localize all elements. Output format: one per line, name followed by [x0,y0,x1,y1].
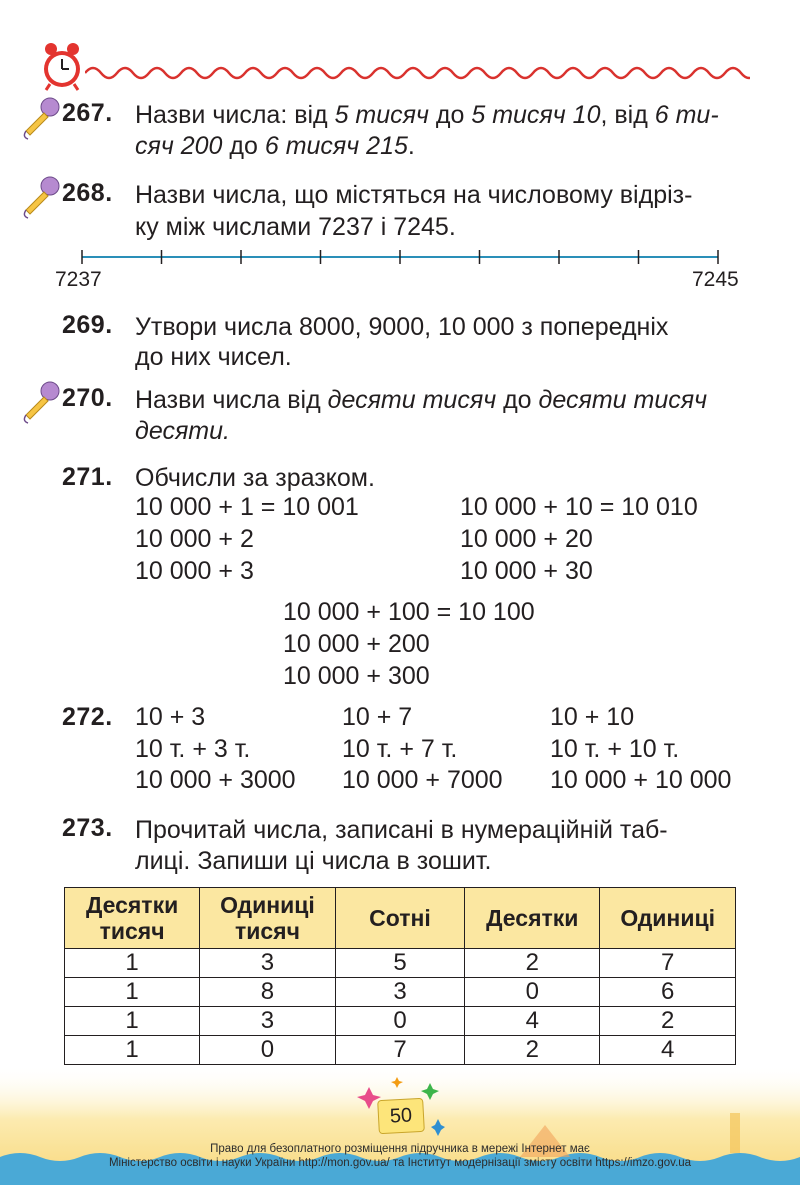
exercise-269-line-2: до них чисел. [135,343,292,371]
expression: 10 т. + 10 т. [550,735,680,763]
table-cell: 2 [465,1036,600,1065]
table-cell: 0 [465,978,600,1007]
microphone-icon [20,381,62,425]
table-cell: 1 [65,949,200,978]
exercise-number: 267. [62,99,113,127]
numeration-table [64,887,736,1065]
table-cell: 7 [335,1036,464,1065]
exercise-268-line-1: Назви числа, що містяться на числовому відріз- [135,181,693,209]
expression: 10 000 + 200 [283,630,430,658]
exercise-273-line-2: лиці. Запиши ці числа в зошит. [135,847,492,875]
expression: 10 000 + 20 [460,525,593,553]
exercise-267-line-2: сяч 200 до 6 тисяч 215. [135,132,415,160]
footer-license-line-2: Міністерство освіти і науки України http://mon.gov.ua/ та Інститут модернізації змісту освіти https://imzo.gov.ua [108,1157,692,1169]
exercise-number: 269. [62,311,113,339]
table-cell: 1 [65,1036,200,1065]
expression: 10 т. + 3 т. [135,735,251,763]
expression: 10 т. + 7 т. [342,735,458,763]
expression: 10 000 + 7000 [342,766,503,794]
table-cell: 3 [200,949,336,978]
microphone-icon [20,97,62,141]
table-header-hundreds: Сотні [335,888,464,949]
table-row [65,1036,736,1065]
table-header-tens: Десятки [465,888,600,949]
decorative-wavy-line [85,58,750,88]
exercise-269-line-1: Утвори числа 8000, 9000, 10 000 з попередніх [135,313,669,341]
expression: 10 000 + 300 [283,662,430,690]
expression: 10 000 + 100 = 10 100 [283,598,535,626]
exercise-number: 270. [62,384,113,412]
exercise-273-line-1: Прочитай числа, записані в нумераційній таб- [135,816,668,844]
expression: 10 + 3 [135,703,206,731]
microphone-icon [20,176,62,220]
table-cell: 4 [465,1007,600,1036]
table-row [65,978,736,1007]
expression: 10 000 + 10 = 10 010 [460,493,698,521]
table-header-row [65,888,736,949]
expression: 10 000 + 3000 [135,766,296,794]
table-cell: 6 [600,978,736,1007]
number-line-start-label: 7237 [55,268,102,291]
table-cell: 3 [200,1007,336,1036]
expression: 10 + 7 [342,703,413,731]
expression: 10 000 + 2 [135,525,254,553]
page-number: 50 [377,1098,425,1134]
number-line-end-label: 7245 [692,268,739,291]
table-cell: 2 [600,1007,736,1036]
table-cell: 7 [600,949,736,978]
expression: 10 000 + 10 000 [550,766,732,794]
table-row [65,949,736,978]
exercise-number: 272. [62,703,113,731]
table-header-units: Одиниці [600,888,736,949]
table-header-ten-thousands: Десятки тисяч [65,888,200,949]
table-cell: 3 [335,978,464,1007]
table-cell: 4 [600,1036,736,1065]
table-cell: 8 [200,978,336,1007]
table-cell: 0 [200,1036,336,1065]
exercise-number: 271. [62,463,113,491]
exercise-number: 273. [62,814,113,842]
exercise-270-line-1: Назви числа від десяти тисяч до десяти тисяч [135,386,708,414]
table-cell: 0 [335,1007,464,1036]
table-cell: 1 [65,1007,200,1036]
table-cell: 1 [65,978,200,1007]
exercise-267-line-1: Назви числа: від 5 тисяч до 5 тисяч 10, від 6 ти- [135,101,719,129]
expression: 10 000 + 30 [460,557,593,585]
exercise-number: 268. [62,179,113,207]
expression: 10 000 + 3 [135,557,254,585]
number-line [70,245,730,269]
exercise-268-line-2: ку між числами 7237 і 7245. [135,213,456,241]
table-cell: 2 [465,949,600,978]
exercise-271-instruction: Обчисли за зразком. [135,464,375,492]
table-cell: 5 [335,949,464,978]
expression: 10 000 + 1 = 10 001 [135,493,359,521]
alarm-clock-icon [38,40,86,92]
footer-license-line-1: Право для безоплатного розміщення підручника в мережі Інтернет має [210,1143,590,1155]
exercise-270-line-2: десяти. [135,417,230,445]
table-row [65,1007,736,1036]
expression: 10 + 10 [550,703,635,731]
table-header-thousands: Одиниці тисяч [200,888,336,949]
